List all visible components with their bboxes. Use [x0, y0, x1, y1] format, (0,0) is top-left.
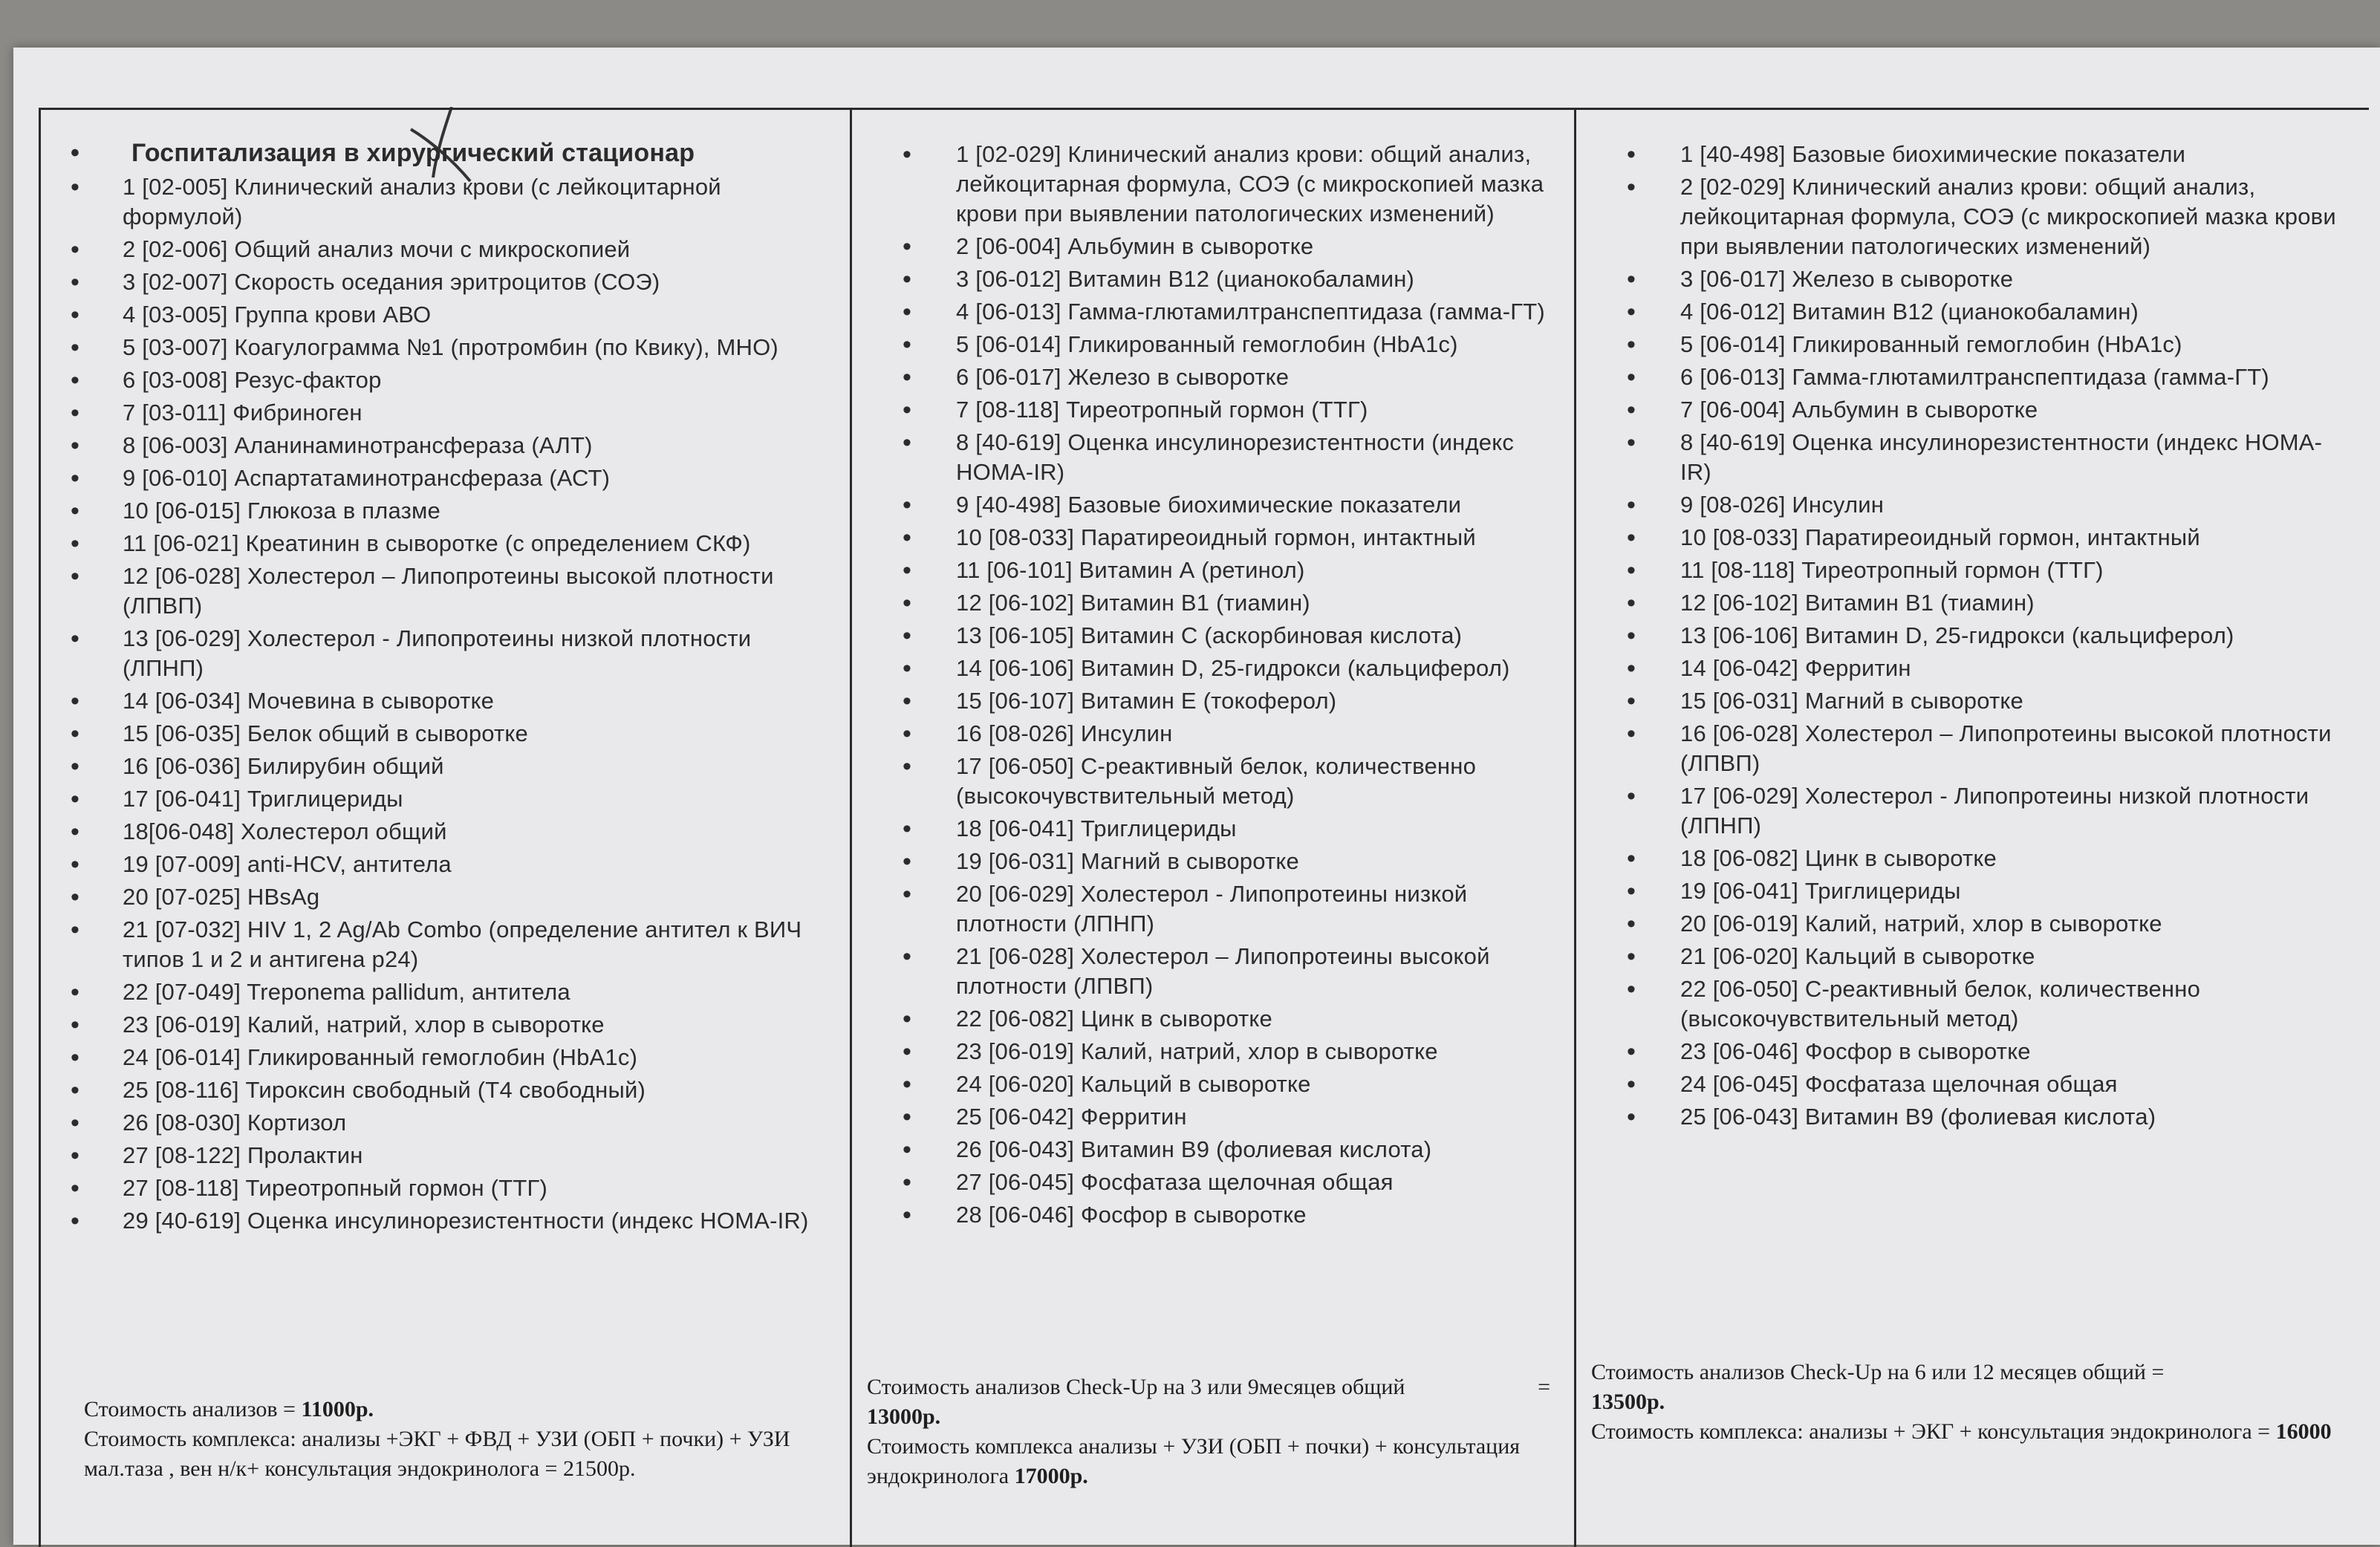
cost-label: Стоимость анализов Check-Up на 3 или 9месяцев общий [867, 1375, 1405, 1399]
list-item: • 14 [06-034] Мочевина в сыворотке [123, 686, 828, 716]
column-checkup-6-12 [1576, 110, 2369, 1547]
list-item: • 23 [06-019] Калий, натрий, хлор в сыворотке [956, 1037, 1552, 1066]
list-item: • 16 [06-028] Холестерол – Липопротеины высокой плотности (ЛПВП) [1680, 719, 2347, 778]
list-item: • 21 [07-032] HIV 1, 2 Ag/Ab Combo (определение антител к ВИЧ типов 1 и 2 и антигена p24) [123, 915, 828, 974]
list-item: • 18 [06-041] Триглицериды [956, 814, 1552, 844]
list-item: • 15 [06-031] Магний в сыворотке [1680, 686, 2347, 716]
list-item: • 3 [02-007] Скорость оседания эритроцитов (СОЭ) [123, 267, 828, 297]
list-item: • 17 [06-041] Триглицериды [123, 784, 828, 814]
list-item: • 7 [03-011] Фибриноген [123, 398, 828, 428]
list-item: • 15 [06-035] Белок общий в сыворотке [123, 719, 828, 749]
complex-label: Стоимость комплекса анализы + УЗИ (ОБП + почки) + консультация эндокринолога [867, 1434, 1521, 1488]
list-item: • 5 [06-014] Гликированный гемоглобин (HbA1c) [1680, 330, 2347, 359]
list-item: • 25 [06-043] Витамин В9 (фолиевая кислота) [1680, 1102, 2347, 1132]
list-item: • 4 [03-005] Группа крови АВО [123, 300, 828, 330]
list-item: • 27 [06-045] Фосфатаза щелочная общая [956, 1167, 1552, 1197]
list-item: • 4 [06-013] Гамма-глютамилтранспептидаза (гамма-ГТ) [956, 297, 1552, 327]
complex-label: Стоимость комплекса: анализы +ЭКГ + ФВД + УЗИ (ОБП + почки) + УЗИ мал.таза , вен н/к+ консультация эндокринолога = [84, 1427, 790, 1481]
list-item: • 16 [06-036] Билирубин общий [123, 752, 828, 781]
cost-line-analyses [1591, 1358, 2334, 1387]
list-item: • 9 [08-026] Инсулин [1680, 490, 2347, 520]
list-item: • 19 [06-031] Магний в сыворотке [956, 847, 1552, 876]
list-item: • 26 [06-043] Витамин В9 (фолиевая кислота) [956, 1135, 1552, 1165]
column-heading: • Госпитализация в хирургический стационар [123, 138, 828, 168]
list-item: • 5 [06-014] Гликированный гемоглобин (HbA1c) [956, 330, 1552, 359]
list-item: • 12 [06-028] Холестерол – Липопротеины высокой плотности (ЛПВП) [123, 561, 828, 621]
list-item: • 20 [07-025] HBsAg [123, 882, 828, 912]
cost-line-analyses [867, 1372, 1550, 1402]
list-item: • 7 [06-004] Альбумин в сыворотке [1680, 395, 2347, 425]
list-item: • 17 [06-029] Холестерол - Липопротеины низкой плотности (ЛПНП) [1680, 781, 2347, 841]
list-item: • 6 [06-013] Гамма-глютамилтранспептидаза (гамма-ГТ) [1680, 362, 2347, 392]
cost-block-2 [867, 1372, 1550, 1491]
list-item: • 22 [06-050] С-реактивный белок, количественно (высокочувствительный метод) [1680, 974, 2347, 1034]
list-item: • 24 [06-045] Фосфатаза щелочная общая [1680, 1069, 2347, 1099]
cost-line-value [1591, 1387, 2334, 1417]
column-checkup-3-9 [852, 110, 1576, 1547]
complex-value: 21500р. [562, 1456, 636, 1481]
list-item: • 12 [06-102] Витамин В1 (тиамин) [956, 588, 1552, 618]
cost-line-complex [1591, 1417, 2334, 1447]
list-item: • 2 [06-004] Альбумин в сыворотке [956, 232, 1552, 261]
list-item: • 9 [40-498] Базовые биохимические показатели [956, 490, 1552, 520]
list-item: • 8 [40-619] Оценка инсулинорезистентности (индекс HOMA-IR) [1680, 428, 2347, 487]
list-item: • 21 [06-020] Кальций в сыворотке [1680, 942, 2347, 971]
cost-value: 13500р. [1591, 1390, 1665, 1414]
list-item: • 24 [06-014] Гликированный гемоглобин (HbA1c) [123, 1043, 828, 1072]
list-item: • 7 [08-118] Тиреотропный гормон (ТТГ) [956, 395, 1552, 425]
cost-label: Стоимость анализов = [84, 1397, 302, 1421]
list-item: • 24 [06-020] Кальций в сыворотке [956, 1069, 1552, 1099]
list-item: • 2 [02-029] Клинический анализ крови: общий анализ, лейкоцитарная формула, СОЭ (с микроскопией мазка крови при выявлении патологических изменений) [1680, 172, 2347, 261]
list-item: • 3 [06-017] Железо в сыворотке [1680, 264, 2347, 294]
list-item: • 8 [06-003] Аланинаминотрансфераза (АЛТ) [123, 431, 828, 460]
list-item: • 5 [03-007] Коагулограмма №1 (протромбин (по Квику), МНО) [123, 333, 828, 362]
list-item: • 14 [06-106] Витамин D, 25-гидрокси (кальциферол) [956, 654, 1552, 683]
cost-line-analyses [84, 1395, 849, 1424]
cost-value: 11000р. [301, 1397, 374, 1421]
list-item: • 8 [40-619] Оценка инсулинорезистентности (индекс HOMA-IR) [956, 428, 1552, 487]
list-item: • 6 [06-017] Железо в сыворотке [956, 362, 1552, 392]
list-item: • 13 [06-105] Витамин С (аскорбиновая кислота) [956, 621, 1552, 651]
list-item: • 22 [06-082] Цинк в сыворотке [956, 1004, 1552, 1034]
analysis-items-3 [1680, 140, 2347, 1132]
list-item: • 16 [08-026] Инсулин [956, 719, 1552, 749]
list-item: • 23 [06-046] Фосфор в сыворотке [1680, 1037, 2347, 1066]
list-item: • 23 [06-019] Калий, натрий, хлор в сыворотке [123, 1010, 828, 1040]
list-item: • 2 [02-006] Общий анализ мочи с микроскопией [123, 235, 828, 264]
analysis-list-1 [123, 138, 828, 168]
list-item: • 12 [06-102] Витамин В1 (тиамин) [1680, 588, 2347, 618]
list-item: • 22 [07-049] Treponema pallidum, антитела [123, 977, 828, 1007]
complex-value: 16000 [2275, 1419, 2332, 1444]
list-item: • 13 [06-029] Холестерол - Липопротеины низкой плотности (ЛПНП) [123, 624, 828, 683]
cost-block-3 [1591, 1358, 2334, 1447]
cost-value: 13000р. [867, 1404, 941, 1429]
equals-sign: = [1538, 1375, 1550, 1399]
list-item: • 1 [40-498] Базовые биохимические показатели [1680, 140, 2347, 169]
list-item: • 25 [08-116] Тироксин свободный (Т4 свободный) [123, 1075, 828, 1105]
list-item: • 21 [06-028] Холестерол – Липопротеины высокой плотности (ЛПВП) [956, 942, 1552, 1001]
list-item: • 1 [02-005] Клинический анализ крови (с лейкоцитарной формулой) [123, 172, 828, 232]
list-item: • 27 [08-118] Тиреотропный гормон (ТТГ) [123, 1173, 828, 1203]
analysis-items-2 [956, 140, 1552, 1230]
list-item: • 10 [08-033] Паратиреоидный гормон, интактный [956, 523, 1552, 553]
list-item: • 6 [03-008] Резус-фактор [123, 365, 828, 395]
complex-value: 17000р. [1014, 1464, 1088, 1488]
cost-line-complex [84, 1424, 849, 1484]
list-item: • 18 [06-082] Цинк в сыворотке [1680, 844, 2347, 873]
list-item: • 17 [06-050] С-реактивный белок, количественно (высокочувствительный метод) [956, 752, 1552, 811]
list-item: • 19 [06-041] Триглицериды [1680, 876, 2347, 906]
cost-line-value [867, 1402, 1550, 1432]
list-item: • 14 [06-042] Ферритин [1680, 654, 2347, 683]
list-item: • 18[06-048] Холестерол общий [123, 817, 828, 847]
list-item: • 20 [06-029] Холестерол - Липопротеины низкой плотности (ЛПНП) [956, 879, 1552, 939]
list-item: • 15 [06-107] Витамин Е (токоферол) [956, 686, 1552, 716]
list-item: • 1 [02-029] Клинический анализ крови: общий анализ, лейкоцитарная формула, СОЭ (с микроскопией мазка крови при выявлении патологических изменений) [956, 140, 1552, 229]
cost-label: Стоимость анализов Check-Up на 6 или 12 месяцев общий = [1591, 1360, 2165, 1384]
list-item: • 20 [06-019] Калий, натрий, хлор в сыворотке [1680, 909, 2347, 939]
list-item: • 10 [06-015] Глюкоза в плазме [123, 496, 828, 526]
list-item: • 19 [07-009] anti-HCV, антитела [123, 850, 828, 879]
list-item: • 27 [08-122] Пролактин [123, 1141, 828, 1170]
list-item: • 25 [06-042] Ферритин [956, 1102, 1552, 1132]
list-item: • 28 [06-046] Фосфор в сыворотке [956, 1200, 1552, 1230]
list-item: • 9 [06-010] Аспартатаминотрансфераза (АСТ) [123, 463, 828, 493]
list-item: • 29 [40-619] Оценка инсулинорезистентности (индекс HOMA-IR) [123, 1206, 828, 1236]
complex-label: Стоимость комплекса: анализы + ЭКГ + консультация эндокринолога = [1591, 1419, 2276, 1444]
list-item: • 11 [06-101] Витамин А (ретинол) [956, 556, 1552, 585]
price-list-table [39, 108, 2369, 1547]
list-item: • 4 [06-012] Витамин B12 (цианокобаламин) [1680, 297, 2347, 327]
analysis-items-1 [123, 172, 828, 1236]
list-item: • 11 [08-118] Тиреотропный гормон (ТТГ) [1680, 556, 2347, 585]
cost-line-complex [867, 1432, 1550, 1491]
list-item: • 26 [08-030] Кортизол [123, 1108, 828, 1138]
column-hospitalization [41, 110, 852, 1547]
list-item: • 11 [06-021] Креатинин в сыворотке (с определением СКФ) [123, 529, 828, 558]
list-item: • 10 [08-033] Паратиреоидный гормон, интактный [1680, 523, 2347, 553]
cost-block-1 [84, 1395, 849, 1484]
list-item: • 3 [06-012] Витамин B12 (цианокобаламин) [956, 264, 1552, 294]
list-item: • 13 [06-106] Витамин D, 25-гидрокси (кальциферол) [1680, 621, 2347, 651]
